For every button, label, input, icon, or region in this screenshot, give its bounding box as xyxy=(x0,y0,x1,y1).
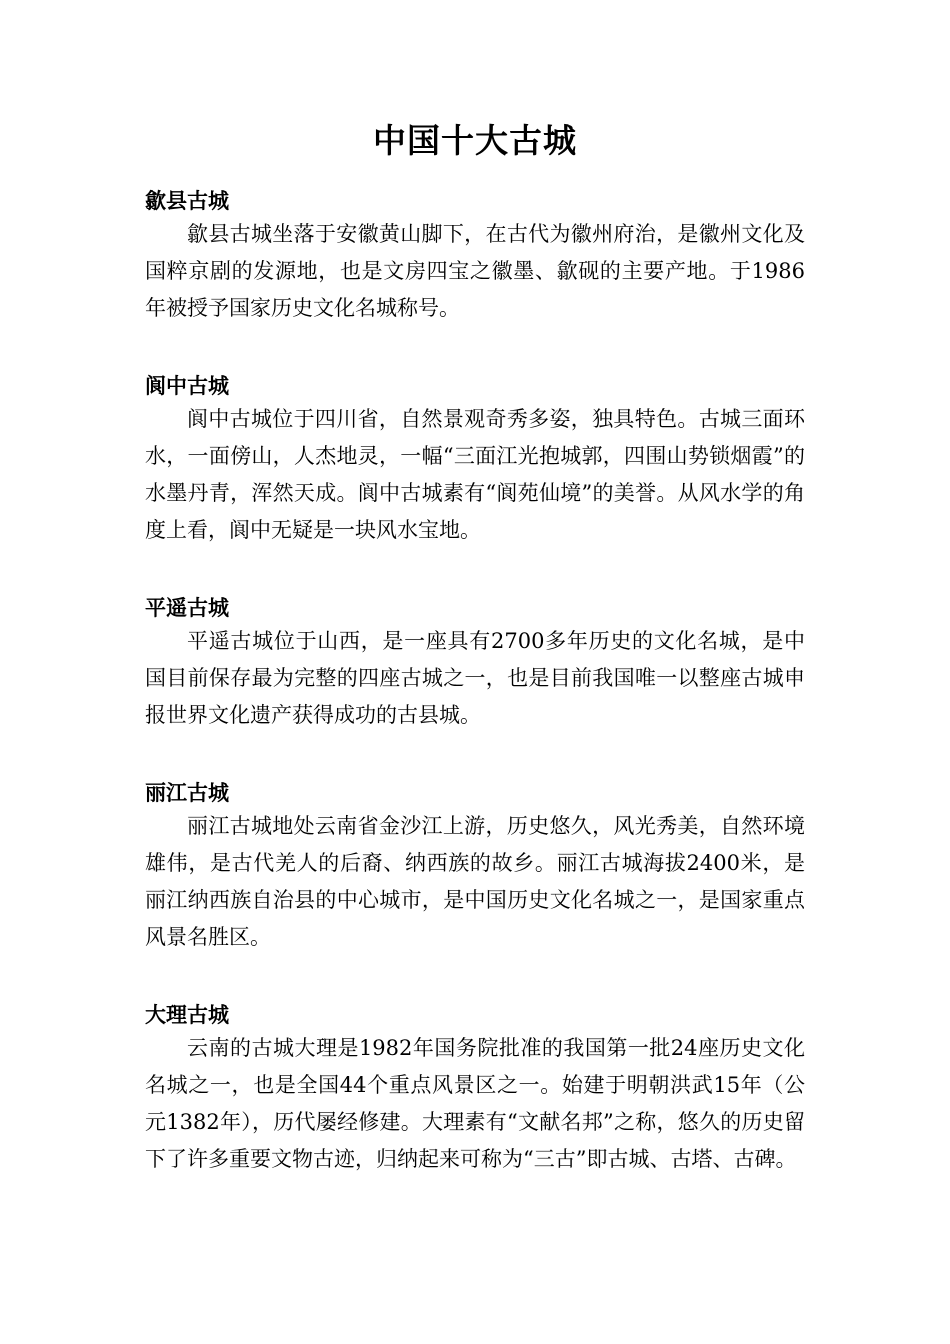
section-body: 丽江古城地处云南省金沙江上游，历史悠久，风光秀美，自然环境雄伟，是古代羌人的后裔、纳西族的故乡。丽江古城海拔2400米，是丽江纳西族自治县的中心城市，是中国历史文化名城之一，是国家重点风景名胜区。 xyxy=(145,814,805,949)
section-body: 平遥古城位于山西，是一座具有2700多年历史的文化名城，是中国目前保存最为完整的四座古城之一，也是目前我国唯一以整座古城申报世界文化遗产获得成功的古县城。 xyxy=(145,629,805,727)
section-pingyao xyxy=(145,593,805,734)
section-heading: 平遥古城 xyxy=(145,596,229,620)
section-body: 阆中古城位于四川省，自然景观奇秀多姿，独具特色。古城三面环水，一面傍山，人杰地灵，一幅“三面江光抱城郭，四围山势锁烟霞”的水墨丹青，浑然天成。阆中古城素有“阆苑仙境”的美誉。从风水学的角度上看，阆中无疑是一块风水宝地。 xyxy=(145,407,805,542)
section-body: 歙县古城坐落于安徽黄山脚下，在古代为徽州府治，是徽州文化及国粹京剧的发源地，也是文房四宝之徽墨、歙砚的主要产地。于1986年被授予国家历史文化名城称号。 xyxy=(145,222,805,320)
document-title: 中国十大古城 xyxy=(373,121,577,160)
section-heading: 大理古城 xyxy=(145,1003,229,1027)
section-shexian xyxy=(145,186,805,327)
section-lijiang xyxy=(145,778,805,956)
section-heading: 丽江古城 xyxy=(145,781,229,805)
section-body: 云南的古城大理是1982年国务院批准的我国第一批24座历史文化名城之一，也是全国44个重点风景区之一。始建于明朝洪武15年（公元1382年），历代屡经修建。大理素有“文献名邦”之称，悠久的历史留下了许多重要文物古迹，归纳起来可称为“三古”即古城、古塔、古碑。 xyxy=(145,1036,805,1171)
section-langzhong xyxy=(145,371,805,549)
section-heading: 歙县古城 xyxy=(145,189,229,213)
section-dali xyxy=(145,1000,805,1178)
section-heading: 阆中古城 xyxy=(145,374,229,398)
